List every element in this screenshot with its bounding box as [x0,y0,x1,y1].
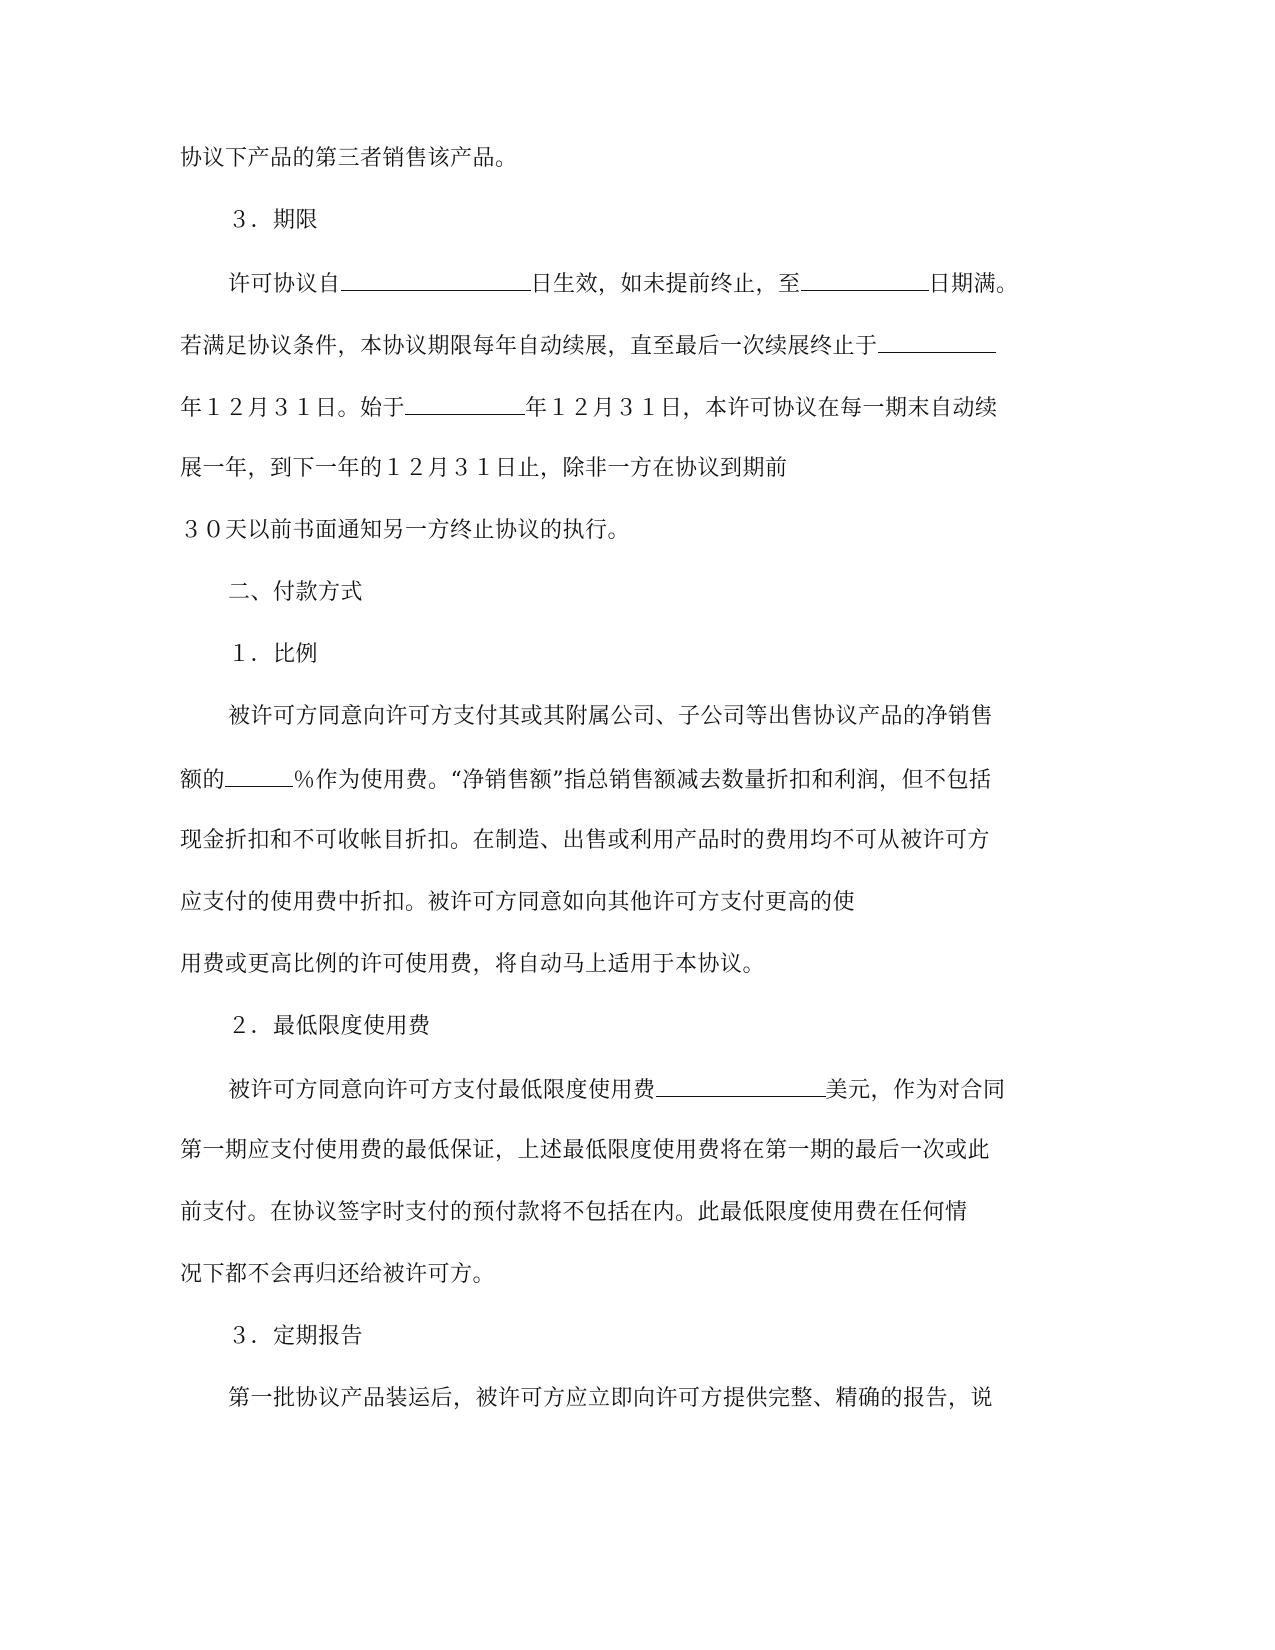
text-line [180,1260,495,1290]
section-heading [228,578,363,608]
text-span: ％作为使用费。“净销售额”指总销售额减去数量折扣和利润，但不包括 [293,768,992,793]
text-line [180,950,765,980]
text-line [180,516,630,546]
text-span: 用费或更高比例的许可使用费，将自动马上适用于本协议。 [180,952,766,977]
text-span: ２．最低限度使用费 [228,1014,431,1039]
fill-in-blank [656,1074,826,1097]
text-span: 现金折扣和不可收帐目折扣。在制造、出售或利用产品时的费用均不可从被许可方 [180,828,991,853]
text-span: 协议下产品的第三者销售该产品。 [180,146,518,171]
fill-in-blank [225,764,293,787]
text-line [180,1136,990,1166]
text-span: ３０天以前书面通知另一方终止协议的执行。 [180,518,631,543]
text-span: 日期满。 [928,272,1019,297]
text-line [180,826,990,856]
section-heading [228,206,318,236]
text-span: 二、付款方式 [228,580,364,605]
text-span: 被许可方同意向许可方支付最低限度使用费 [228,1078,656,1103]
text-span: １．比例 [228,642,319,667]
fill-in-blank [801,268,929,291]
text-line [228,702,993,732]
subsection-heading [228,1012,431,1042]
text-line [180,1198,968,1228]
subsection-heading [228,640,318,670]
text-span: 第一批协议产品装运后，被许可方应立即向许可方提供完整、精确的报告，说 [228,1386,994,1411]
text-line [180,888,855,918]
subsection-heading [228,1322,363,1352]
text-span: ３．定期报告 [228,1324,364,1349]
text-line [228,1074,1006,1106]
text-line [180,764,992,796]
fill-in-blank [405,392,525,415]
text-line [228,1384,993,1414]
text-line [180,144,518,174]
text-line [180,330,996,362]
text-span: 年１２月３１日，本许可协议在每一期末自动续 [525,396,998,421]
text-span: 额的 [180,768,226,793]
text-span: 日生效，如未提前终止，至 [530,272,801,297]
text-span: 第一期应支付使用费的最低保证，上述最低限度使用费将在第一期的最后一次或此 [180,1138,991,1163]
text-line [180,392,998,424]
text-span: 应支付的使用费中折扣。被许可方同意如向其他许可方支付更高的使 [180,890,856,915]
text-span: 被许可方同意向许可方支付其或其附属公司、子公司等出售协议产品的净销售 [228,704,994,729]
text-span: 美元，作为对合同 [825,1078,1006,1103]
text-span: 许可协议自 [228,272,341,297]
text-span: 况下都不会再归还给被许可方。 [180,1262,496,1287]
text-span: ３．期限 [228,208,319,233]
text-span: 前支付。在协议签字时支付的预付款将不包括在内。此最低限度使用费在任何情 [180,1200,968,1225]
text-span: 展一年，到下一年的１２月３１日止，除非一方在协议到期前 [180,456,788,481]
text-span: 年１２月３１日。始于 [180,396,406,421]
text-line [180,454,788,484]
text-line [228,268,1019,300]
fill-in-blank [878,330,996,353]
text-span: 若满足协议条件，本协议期限每年自动续展，直至最后一次续展终止于 [180,334,878,359]
fill-in-blank [341,268,531,291]
